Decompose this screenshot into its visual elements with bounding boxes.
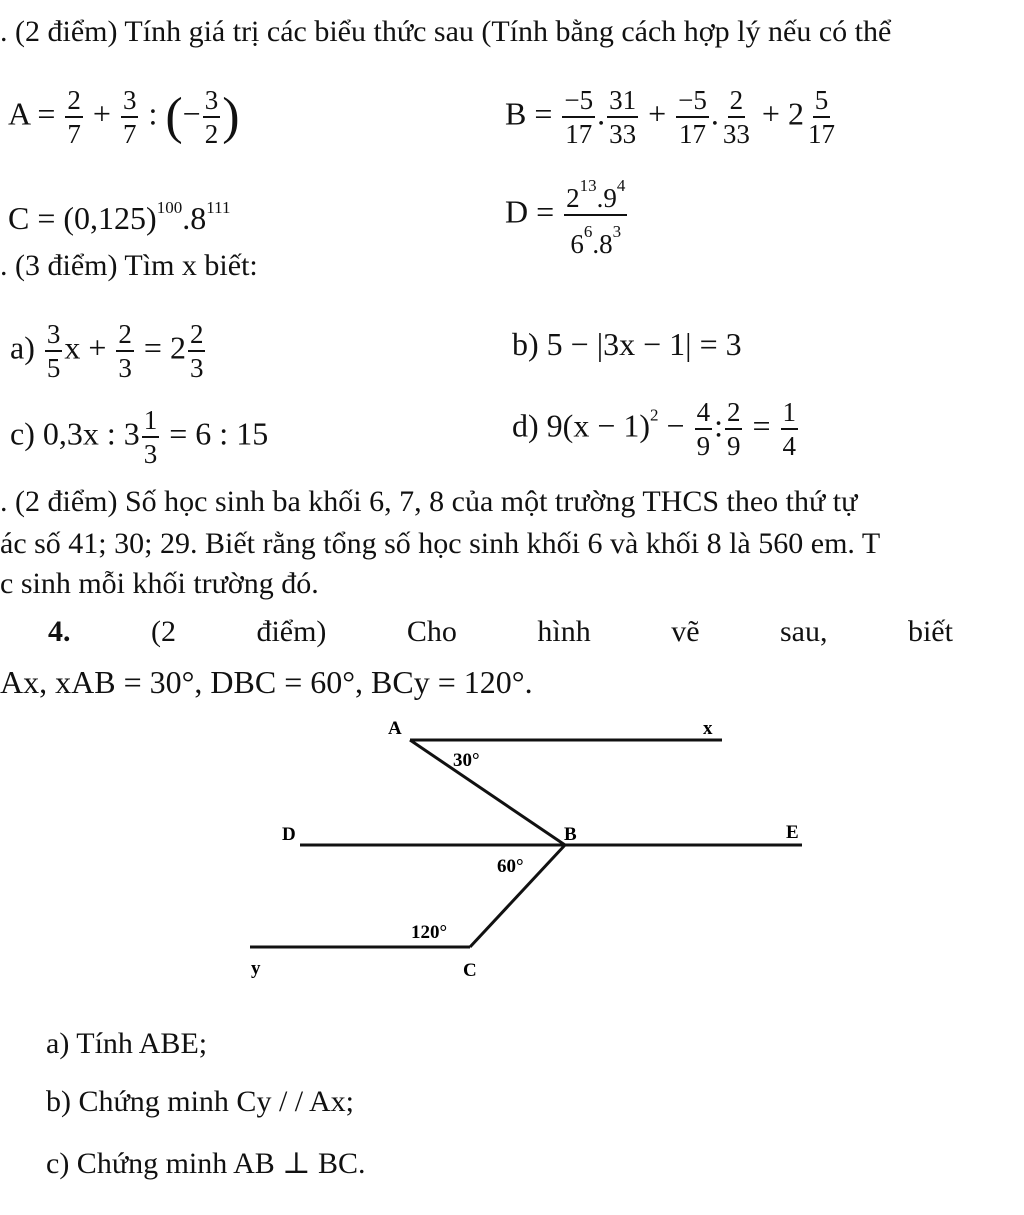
denominator: [568, 216, 623, 260]
term: 2: [566, 183, 580, 213]
label: b): [512, 326, 539, 362]
numerator: −5: [676, 84, 709, 118]
equation-c: [10, 404, 268, 470]
c-mid: .8: [182, 200, 207, 236]
numerator: 5: [813, 84, 831, 118]
b-lhs: B =: [505, 95, 553, 132]
fraction: [806, 84, 837, 150]
denominator: 17: [565, 119, 593, 149]
denominator: 9: [726, 431, 741, 461]
denominator: 33: [609, 119, 637, 149]
operator: −: [666, 407, 685, 444]
fraction: [564, 170, 627, 260]
fraction: [203, 84, 221, 150]
right-paren: ): [222, 88, 240, 145]
term: x +: [64, 329, 107, 366]
fraction: [695, 396, 713, 462]
exponent: 4: [616, 176, 626, 195]
term: 0,3x : 3: [42, 415, 140, 452]
numerator: 3: [45, 318, 63, 352]
operator: =: [752, 407, 771, 444]
fraction: [121, 84, 139, 150]
question-c: c) Chứng minh AB ⊥ BC.: [46, 1147, 366, 1180]
numerator: 31: [607, 84, 638, 118]
term: 5 − |3x − 1| = 3: [546, 326, 742, 362]
operator: :: [148, 95, 158, 132]
word: biết: [907, 615, 953, 648]
operator: +: [92, 95, 111, 132]
fraction: [607, 84, 638, 150]
label-d: D: [282, 824, 296, 845]
word: điểm): [256, 615, 327, 648]
exponent: 111: [206, 198, 231, 217]
problem-4-heading: [48, 614, 953, 650]
exponent: 100: [156, 198, 183, 217]
d-lhs: D =: [505, 193, 555, 230]
denominator: 7: [67, 119, 81, 149]
numerator: 3: [121, 84, 139, 118]
fraction: [142, 404, 160, 470]
label: d): [512, 407, 539, 444]
numerator: [564, 170, 627, 216]
denominator: 17: [807, 119, 835, 149]
problem-2-heading: . (3 điểm) Tìm x biết:: [0, 249, 258, 282]
problem-number: 4.: [48, 615, 71, 648]
problem-4-conditions: Ax, xAB = 30°, DBC = 60°, BCy = 120°.: [0, 664, 533, 700]
fraction: [721, 84, 752, 150]
question-b: b) Chứng minh Cy / / Ax;: [46, 1085, 354, 1118]
term: 6: [570, 229, 584, 259]
label: c): [10, 415, 35, 452]
exponent: 2: [650, 405, 659, 425]
fraction: [781, 396, 799, 462]
term: 9(x − 1): [546, 407, 651, 444]
angle-60: 60°: [497, 856, 524, 877]
exponent: 6: [583, 222, 593, 241]
word: (2: [150, 615, 176, 648]
exponent: 13: [579, 176, 597, 195]
question-a: a) Tính ABE;: [46, 1027, 208, 1060]
fraction: [65, 84, 83, 150]
numerator: 1: [781, 396, 799, 430]
angle-120: 120°: [411, 922, 448, 943]
operator: :: [714, 407, 723, 444]
word: hình: [537, 615, 591, 648]
fraction: [116, 318, 134, 384]
numerator: 2: [116, 318, 134, 352]
operator: +: [648, 95, 667, 132]
expression-d: [505, 170, 629, 260]
problem-3-line-1: . (2 điểm) Số học sinh ba khối 6, 7, 8 của một trường THCS theo thứ tự: [0, 485, 858, 518]
geometry-figure: [0, 700, 1024, 1010]
problem-3-line-2: ác số 41; 30; 29. Biết rằng tổng số học sinh khối 6 và khối 8 là 560 em. T: [0, 527, 881, 560]
numerator: 3: [203, 84, 221, 118]
label-e: E: [786, 822, 799, 843]
segment-ab: [410, 740, 565, 845]
numerator: 4: [695, 396, 713, 430]
expression-b: [505, 84, 839, 150]
denominator: 5: [46, 353, 61, 383]
denominator: 17: [679, 119, 707, 149]
word: sau,: [779, 615, 828, 648]
denominator: 3: [189, 353, 204, 383]
denominator: 3: [118, 353, 132, 383]
label: a): [10, 329, 35, 366]
operator: + 2: [761, 95, 804, 132]
fraction: [676, 84, 709, 150]
operator: .: [710, 95, 719, 132]
expression-a: [8, 84, 240, 150]
numerator: 2: [728, 84, 746, 118]
denominator: 2: [204, 119, 219, 149]
label-b: B: [564, 824, 577, 845]
angle-30: 30°: [453, 750, 480, 771]
numerator: 1: [142, 404, 160, 438]
expression-c: [8, 190, 230, 236]
label-y: y: [251, 958, 261, 979]
term: = 2: [143, 329, 186, 366]
label-c: C: [463, 960, 477, 981]
fraction: [562, 84, 595, 150]
numerator: 2: [188, 318, 206, 352]
equation-a: [10, 318, 207, 384]
exponent: 3: [612, 222, 622, 241]
equation-d: [512, 396, 800, 462]
denominator: 33: [722, 119, 750, 149]
operator: .: [597, 95, 606, 132]
equation-b: [512, 326, 742, 362]
fraction: [45, 318, 63, 384]
denominator: 4: [782, 431, 796, 461]
problem-1-heading: . (2 điểm) Tính giá trị các biểu thức sau (Tính bằng cách hợp lý nếu có thể: [0, 15, 892, 48]
denominator: 7: [122, 119, 137, 149]
term: = 6 : 15: [169, 415, 269, 452]
numerator: −5: [562, 84, 595, 118]
term: .9: [596, 183, 617, 213]
fraction: [188, 318, 206, 384]
word: vẽ: [671, 615, 700, 648]
a-lhs: A =: [8, 95, 56, 132]
label-a: A: [388, 718, 402, 739]
operator: −: [182, 95, 201, 132]
numerator: 2: [65, 84, 83, 118]
term: .8: [592, 229, 613, 259]
left-paren: (: [165, 88, 183, 145]
denominator: 9: [696, 431, 711, 461]
c-base: C = (0,125): [8, 200, 157, 236]
numerator: 2: [725, 396, 743, 430]
label-x: x: [703, 718, 713, 739]
problem-3-line-3: c sinh mỗi khối trường đó.: [0, 567, 319, 600]
denominator: 3: [143, 439, 158, 469]
word: Cho: [406, 615, 457, 648]
fraction: [725, 396, 743, 462]
